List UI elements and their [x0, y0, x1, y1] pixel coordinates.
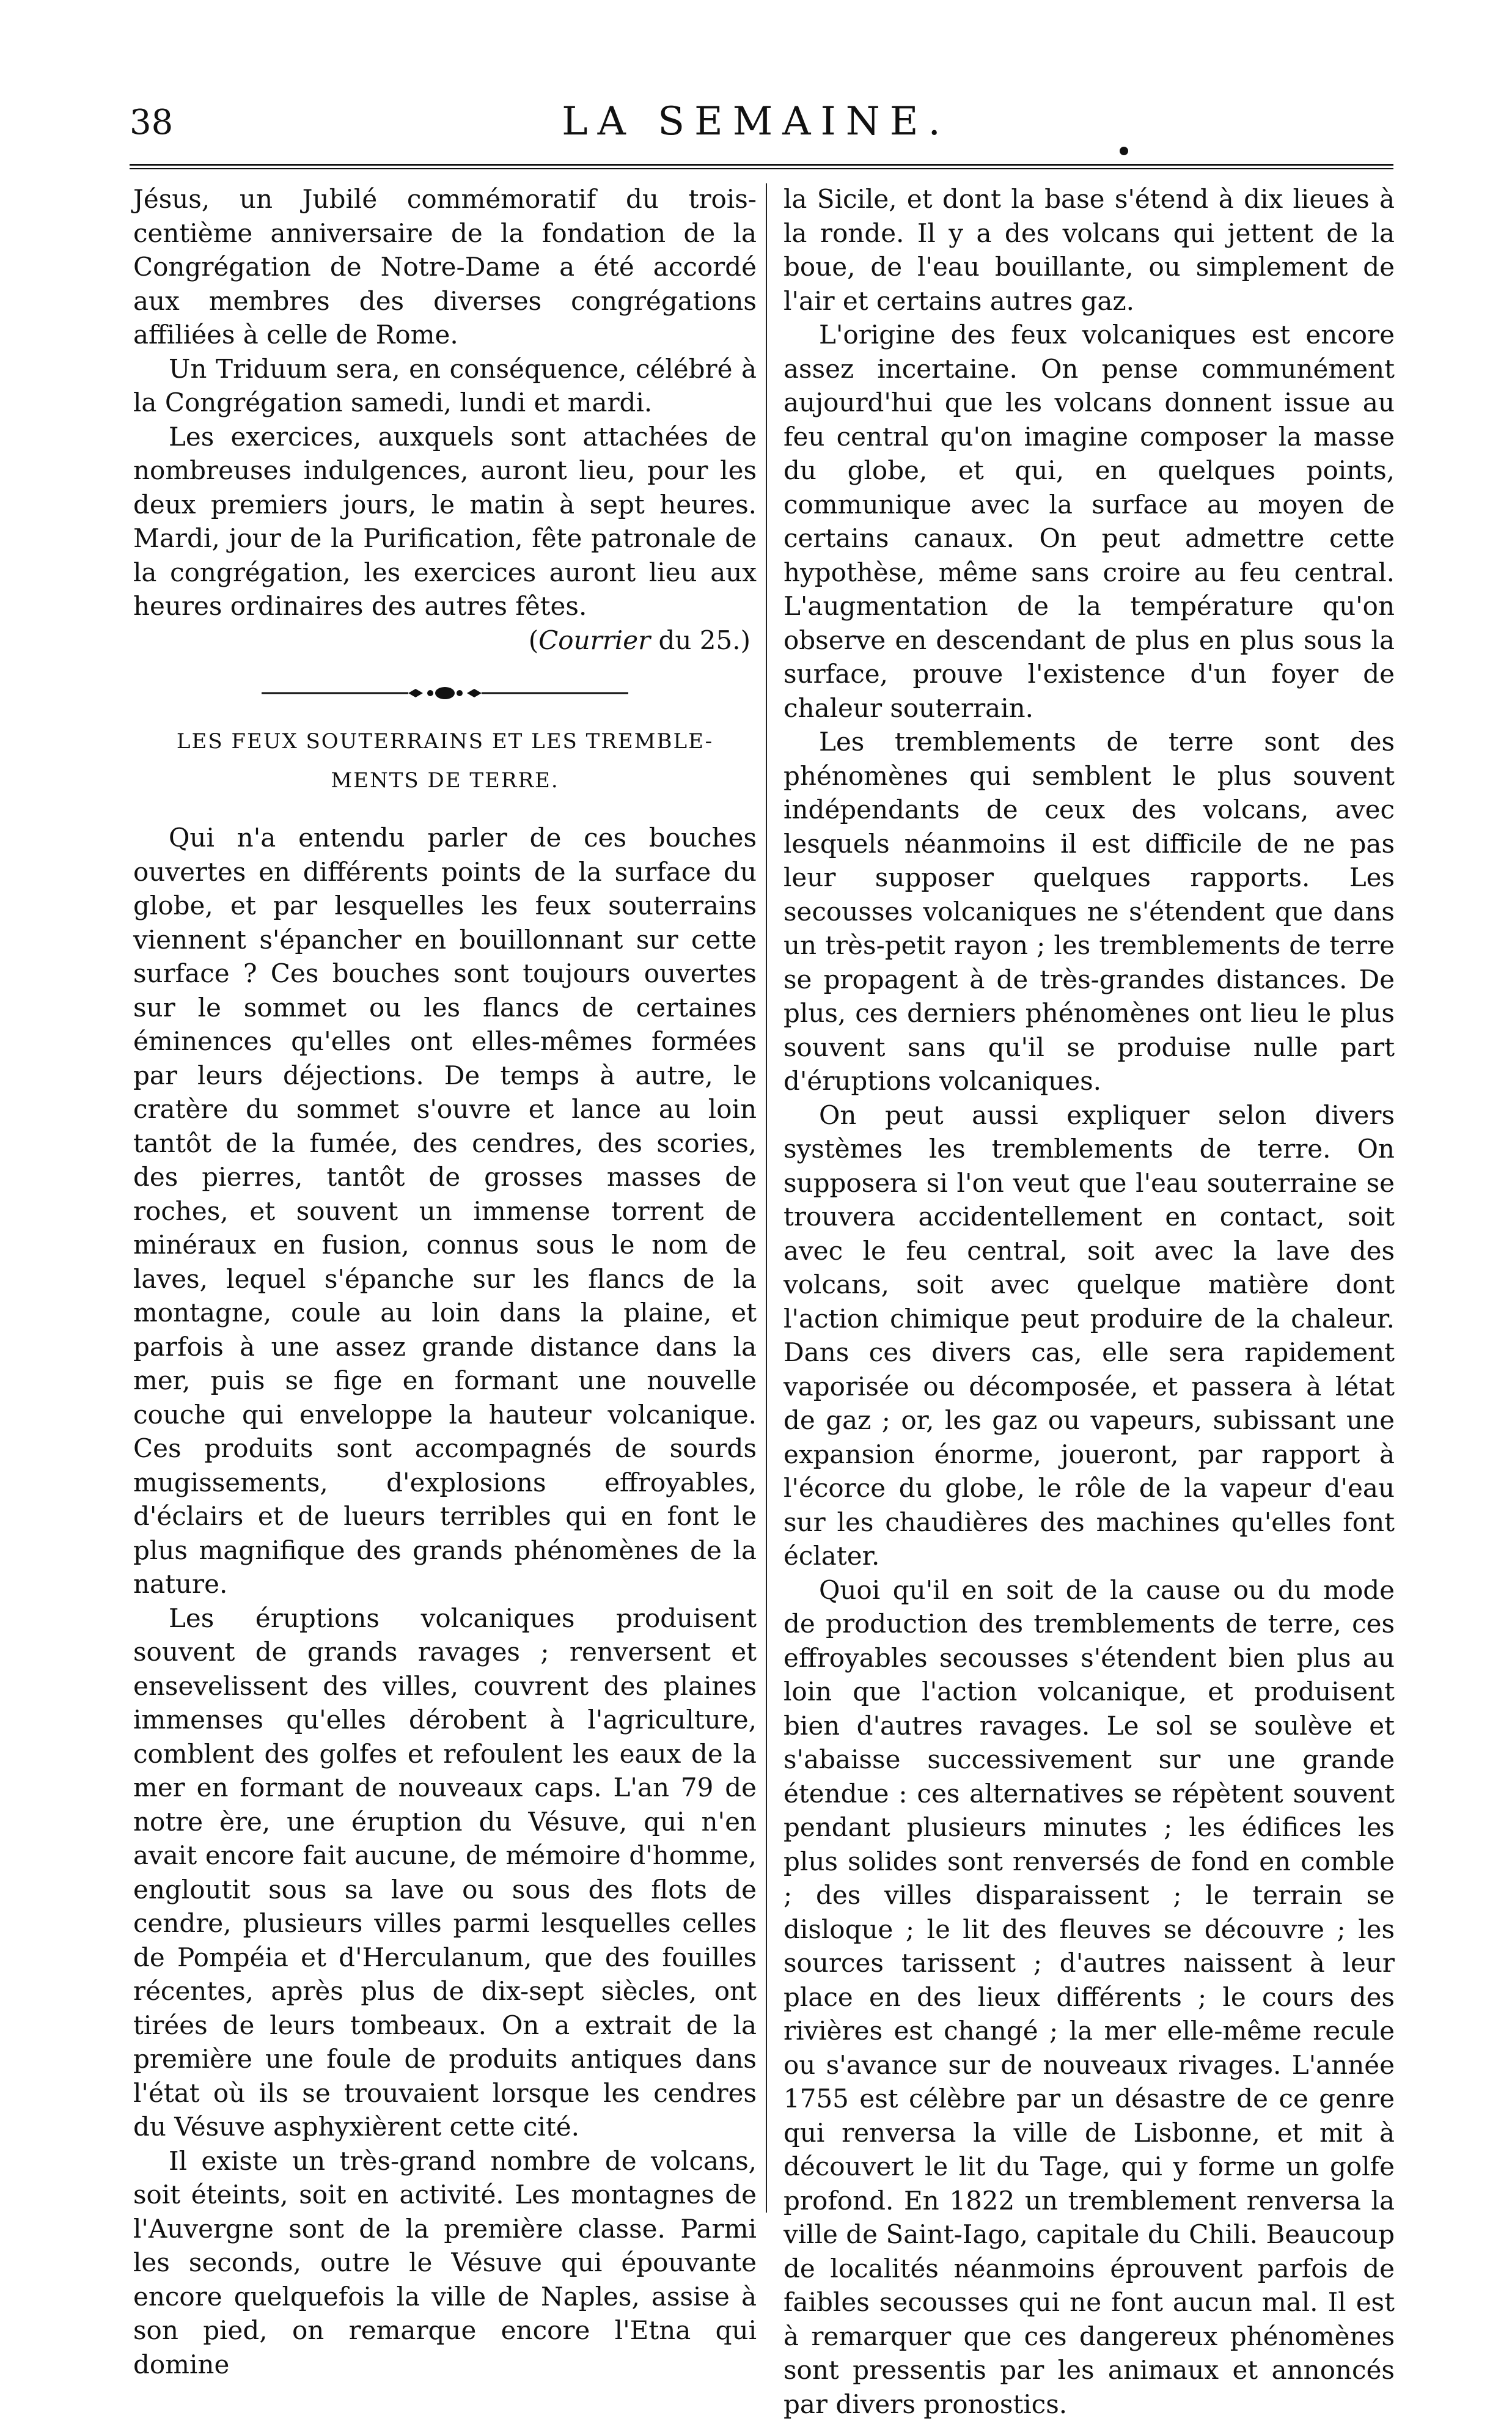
separator-ornament	[255, 683, 634, 704]
article-title	[133, 722, 757, 800]
source-signoff	[133, 623, 757, 658]
news-paragraph: Les exercices, auxquels sont attachées de nombreuses indulgences, auront lieu, pour les deux premiers jours, le matin à sept heures. Mardi, jour de la Purification, fête patronale de la congrégation, les exercices auront lieu aux heures ordinaires des autres fêtes.	[133, 420, 757, 623]
header-ornament-dot	[1120, 147, 1128, 155]
article-paragraph: Les tremblements de terre sont des phénomènes qui semblent le plus souvent indépendants de ceux des volcans, avec lesquels néanmoins il est difficile de ne pas leur supposer quelques rapports. Les secousses volcaniques ne s'étendent que dans un très-petit rayon ; les tremblements de terre se propagent à de très-grandes distances. De plus, ces derniers phénomènes ont lieu le plus souvent sans qu'il se produise nulle part d'éruptions volcaniques.	[784, 725, 1395, 1098]
news-paragraph: Jésus, un Jubilé commémoratif du trois-centième anniversaire de la fondation de la Congrégation de Notre-Dame a été accordé aux membres des diverses congrégations affiliées à celle de Rome.	[133, 182, 757, 352]
left-column	[133, 182, 757, 2381]
page-number: 38	[130, 103, 173, 142]
article-paragraph: la Sicile, et dont la base s'étend à dix lieues à la ronde. Il y a des volcans qui jettent de la boue, de l'eau bouillante, ou simplement de l'air et certains autres gaz.	[784, 182, 1395, 318]
signoff-date: du 25.)	[650, 625, 750, 655]
article-paragraph: Il existe un très-grand nombre de volcans, soit éteints, soit en activité. Les montagnes de l'Auvergne sont de la première classe. Parmi les seconds, outre le Vésuve qui épouvante encore quelquefois la ville de Naples, assise à son pied, on remarque encore l'Etna qui domine	[133, 2144, 757, 2382]
article-title-line: MENTS DE TERRE.	[133, 761, 757, 800]
article-paragraph: Qui n'a entendu parler de ces bouches ouvertes en différents points de la surface du globe, et par lesquelles les feux souterrains viennent s'épancher en bouillonnant sur cette surface ? Ces bouches sont toujours ouvertes sur le sommet ou les flancs de certaines éminences qu'elles ont elles-mêmes formées par leurs déjections. De temps à autre, le cratère du sommet s'ouvre et lance au loin tantôt de la fumée, des cendres, des scories, des pierres, tantôt de grosses masses de roches, et souvent un immense torrent de minéraux en fusion, connus sous le nom de laves, lequel s'épanche sur les flancs de la montagne, coule au loin dans la plaine, et parfois à une assez grande distance dans la mer, puis se fige en formant une nouvelle couche qui enveloppe la hauteur volcanique. Ces produits sont accompagnés de sourds mugissements, d'explosions effroyables, d'éclairs et de lueurs terribles qui en font le plus magnifique des grands phénomènes de la nature.	[133, 821, 757, 1601]
signoff-source: Courrier	[538, 625, 650, 655]
article-paragraph: On peut aussi expliquer selon divers systèmes les tremblements de terre. On supposera si l'on veut que l'eau souterraine se trouvera accidentellement en contact, soit avec le feu central, soit avec la lave des volcans, soit avec quelque matière dont l'action chimique peut produire de la chaleur. Dans ces divers cas, elle sera rapidement vaporisée ou décomposée, et passera à létat de gaz ; or, les gaz ou vapeurs, subissant une expansion énorme, joueront, par rapport à l'écorce du globe, le rôle de la vapeur d'eau sur les chaudières des machines qu'elles font éclater.	[784, 1098, 1395, 1573]
article-paragraph: Quoi qu'il en soit de la cause ou du mode de production des tremblements de terre, ces effroyables secousses s'étendent bien plus au loin que l'action volcanique, et produisent bien d'autres ravages. Le sol se soulève et s'abaisse successivement sur une grande étendue : ces alternatives se répètent souvent pendant plusieurs minutes ; les édifices les plus solides sont renversés de fond en comble ; des villes disparaissent ; le terrain se disloque ; le lit des fleuves se découvre ; les sources tarissent ; d'autres naissent à leur place en des lieux différents ; le cours des rivières est changé ; la mer elle-même recule ou s'avance sur de nouveaux rivages. L'année 1755 est célèbre par un désastre de ce genre qui renversa la ville de Lisbonne, et mit à découvert le lit du Tage, qui y forme un golfe profond. En 1822 un tremblement renversa la ville de Saint-Iago, capitale du Chili. Beaucoup de localités néanmoins éprouvent parfois de faibles secousses qui ne font aucun mal. Il est à remarquer que ces dangereux phénomènes sont pressentis par les animaux et annoncés par divers pronostics.	[784, 1573, 1395, 2421]
article-title-line: LES FEUX SOUTERRAINS ET LES TREMBLE-	[133, 722, 757, 761]
column-divider	[766, 183, 767, 2213]
article-paragraph: L'origine des feux volcaniques est encore assez incertaine. On pense communément aujourd'hui que les volcans donnent issue au feu central qu'on imagine composer la masse du globe, et qui, en quelques points, communique avec la surface au moyen de certains canaux. On peut admettre cette hypothèse, même sans croire au feu central. L'augmentation de la température qu'on observe en descendant de plus en plus sous la surface, prouve l'existence d'un foyer de chaleur souterrain.	[784, 318, 1395, 725]
news-paragraph: Un Triduum sera, en conséquence, célébré à la Congrégation samedi, lundi et mardi.	[133, 352, 757, 420]
right-column	[784, 182, 1395, 2421]
header-rule	[130, 164, 1393, 169]
running-title: LA SEMAINE.	[0, 99, 1512, 144]
signoff-open: (	[529, 625, 538, 655]
article-paragraph: Les éruptions volcaniques produisent souvent de grands ravages ; renversent et ensevelissent des villes, couvrent des plaines immenses qu'elles dérobent à l'agriculture, comblent des golfes et refoulent les eaux de la mer en formant de nouveaux caps. L'an 79 de notre ère, une éruption du Vésuve, qui n'en avait encore fait aucune, de mémoire d'homme, engloutit sous sa lave ou sous des flots de cendre, plusieurs villes parmi lesquelles celles de Pompéia et d'Herculanum, que des fouilles récentes, après plus de dix-sept siècles, ont tirées de leurs tombeaux. On a extrait de la première une foule de produits antiques dans l'état où ils se trouvaient lorsque les cendres du Vésuve asphyxièrent cette cité.	[133, 1601, 757, 2144]
